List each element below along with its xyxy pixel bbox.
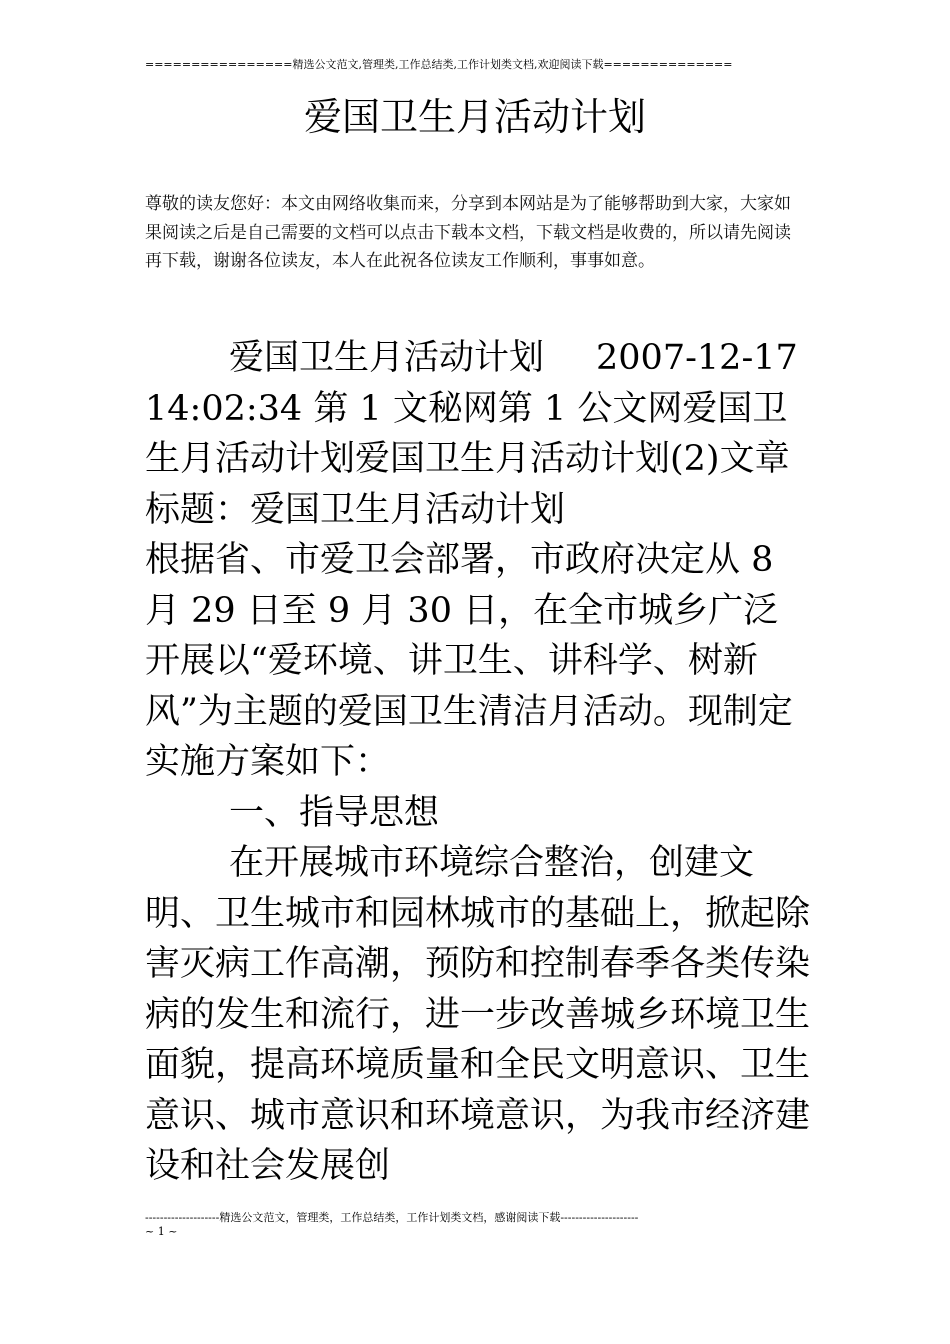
page-footer-banner: --------------------精选公文范文，管理类，工作总结类，工作计划类文档，感谢阅读下载--------------------- bbox=[145, 1211, 639, 1224]
reader-notice: 尊敬的读友您好：本文由网络收集而来，分享到本网站是为了能够帮助到大家，大家如果阅读之后是自己需要的文档可以点击下载本文档，下载文档是收费的，所以请先阅读再下载，谢谢各位读友，本人在此祝各位读友工作顺利，事事如意。 bbox=[145, 194, 791, 271]
section-paragraph: 在开展城市环境综合整治，创建文明、卫生城市和园林城市的基础上，掀起除害灭病工作高潮，预防和控制春季各类传染病的发生和流行，进一步改善城乡环境卫生面貌，提高环境质量和全民文明意识、卫生意识、城市意识和环境意识，为我市经济建设和社会发展创 bbox=[145, 843, 811, 1186]
article-meta bbox=[145, 333, 811, 535]
article-meta-date: 2007-12-17 bbox=[596, 338, 798, 378]
page-number: ~ 1 ~ bbox=[145, 1225, 178, 1238]
intro-paragraph: 根据省、市爱卫会部署，市政府决定从 8 月 29 日至 9 月 30 日，在全市城乡广泛开展以“爱环境、讲卫生、讲科学、树新风”为主题的爱国卫生清洁月活动。现制定实施方案如下： bbox=[145, 540, 793, 782]
page-header-banner: ================精选公文范文,管理类,工作总结类,工作计划类文档,欢迎阅读下载============== bbox=[145, 58, 733, 71]
document-title: 爱国卫生月活动计划 bbox=[303, 95, 646, 139]
article-meta-title: 爱国卫生月活动计划 bbox=[229, 338, 545, 378]
document-body bbox=[145, 333, 811, 1192]
section-heading: 一、指导思想 bbox=[229, 792, 440, 833]
article-meta-rest: 14:02:34 第 1 文秘网第 1 公文网爱国卫生月活动计划爱国卫生月活动计划(2)文章标题：爱国卫生月活动计划 bbox=[145, 388, 790, 530]
